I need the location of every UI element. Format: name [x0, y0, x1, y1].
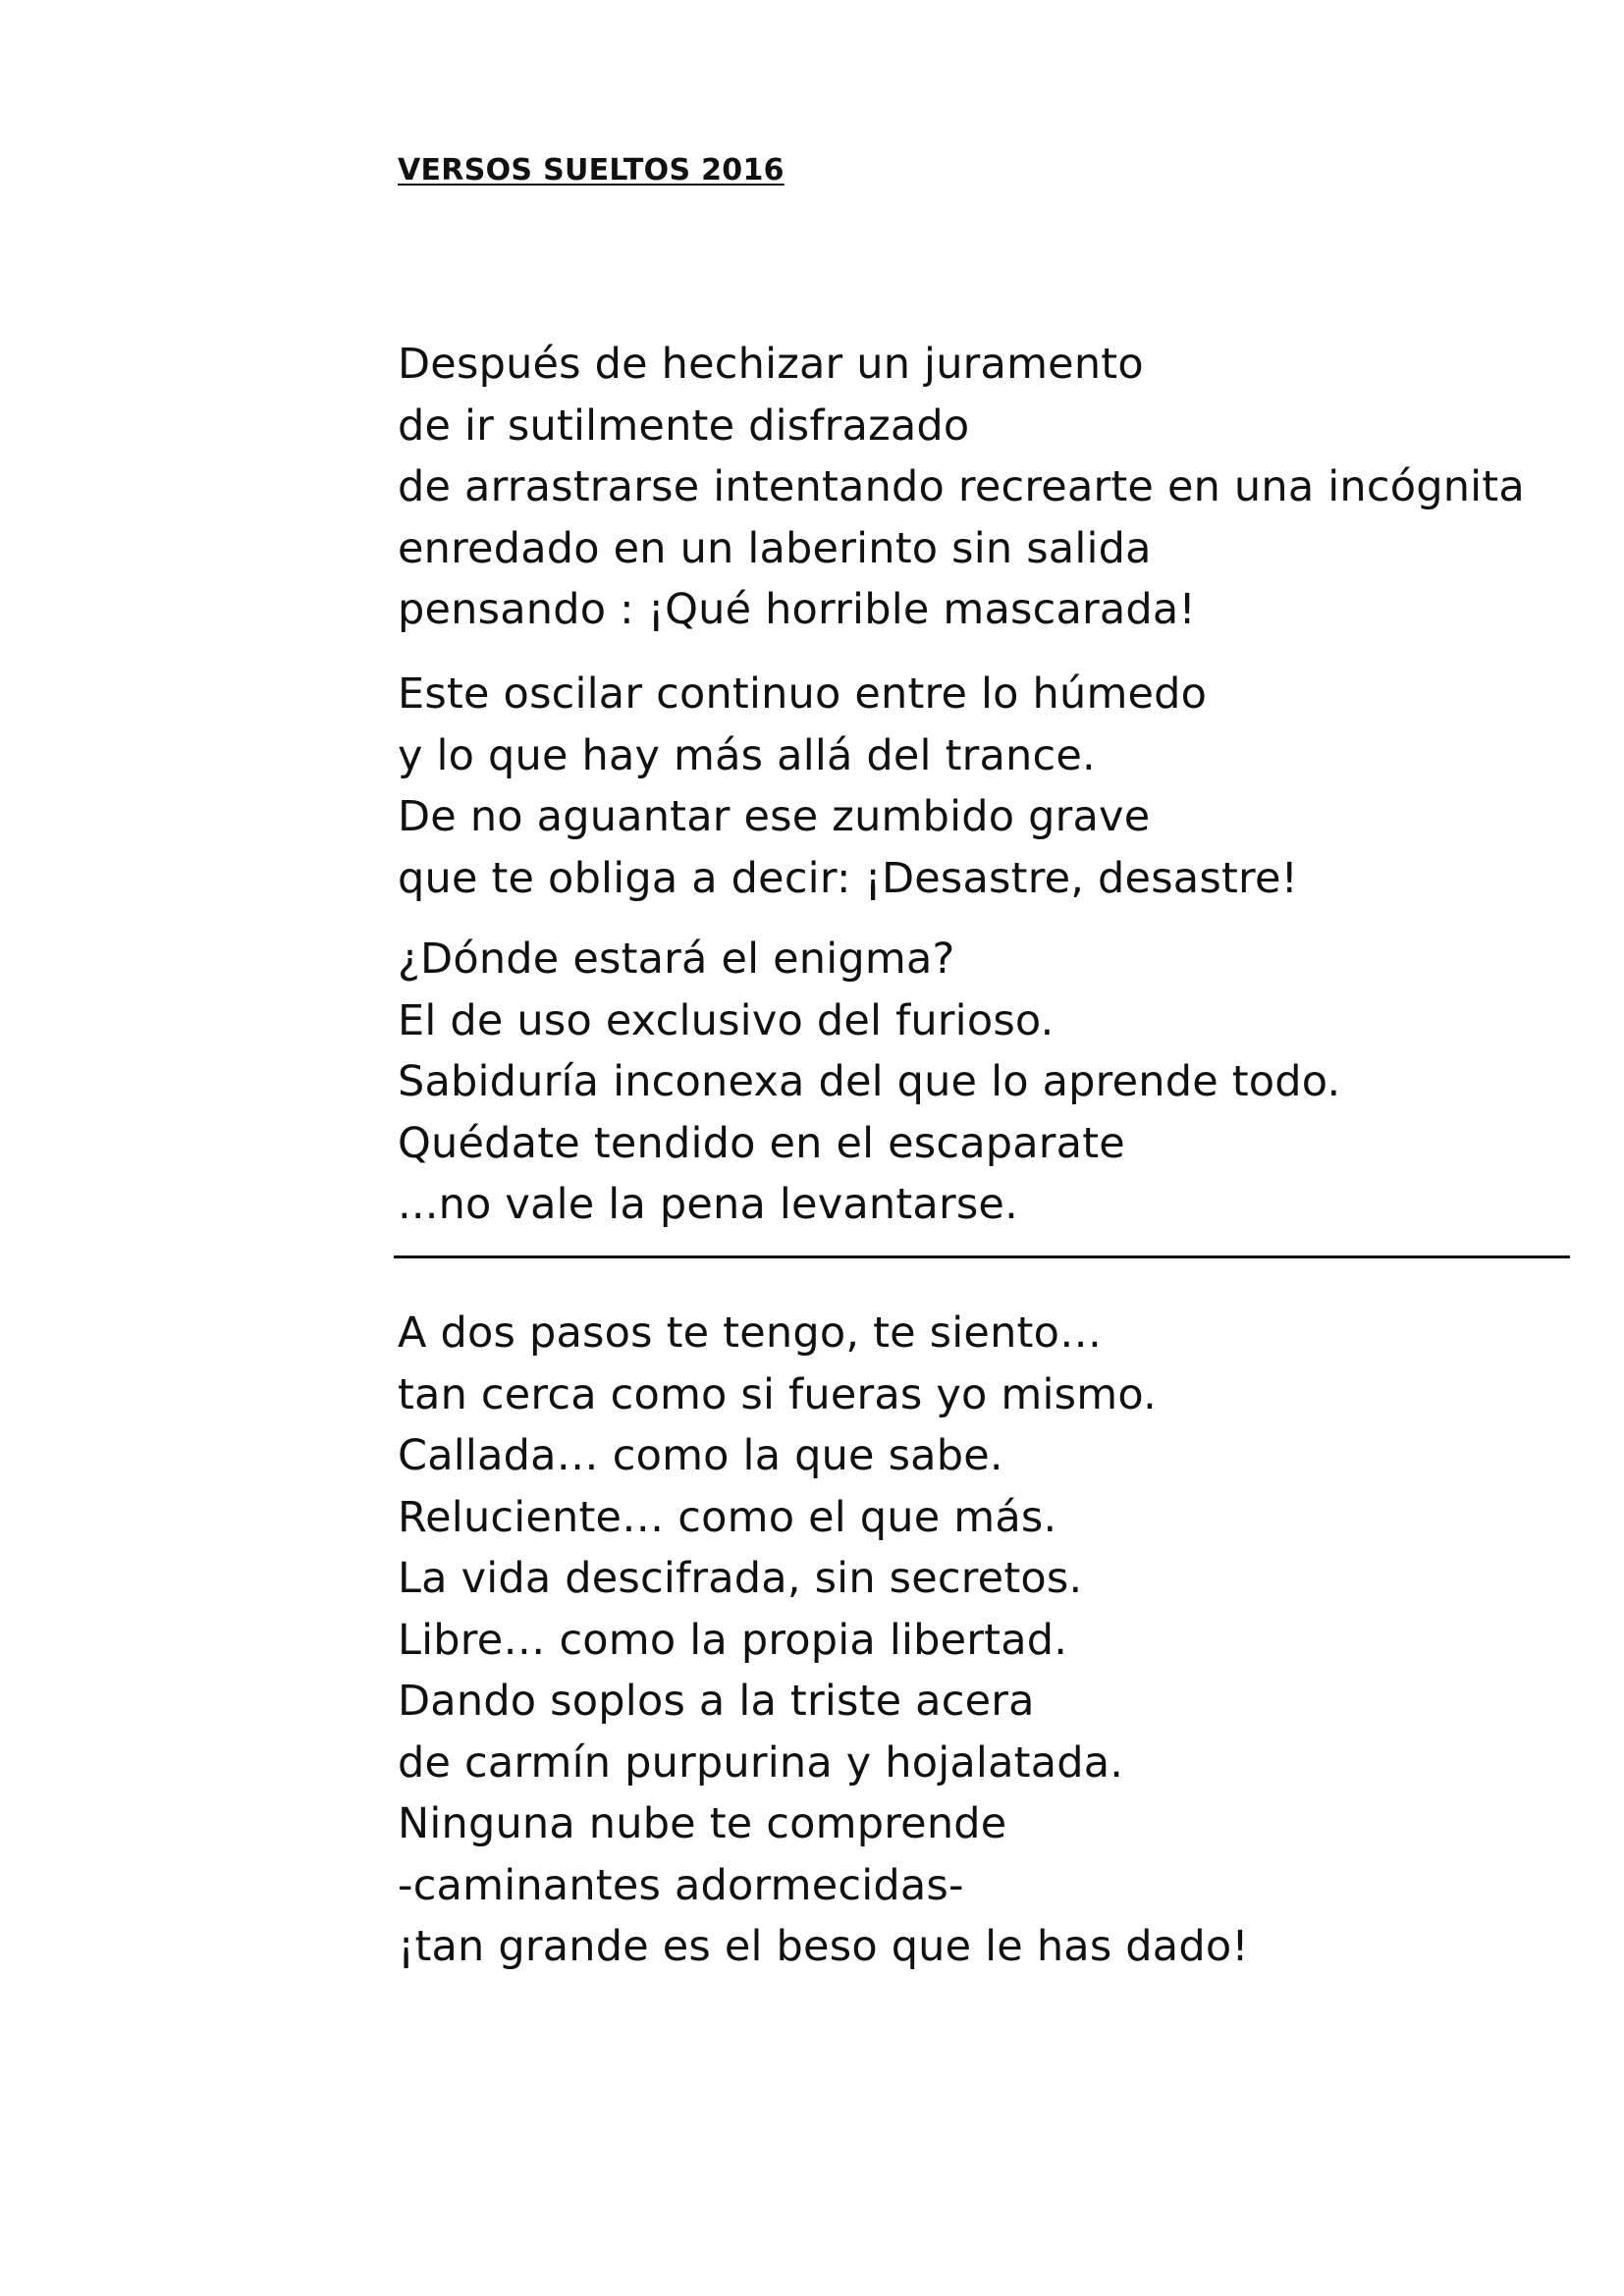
verse-line: que te obliga a decir: ¡Desastre, desastre!: [398, 853, 1299, 903]
verse-line: Este oscilar continuo entre lo húmedo: [398, 669, 1208, 719]
verse-line: pensando : ¡Qué horrible mascarada!: [398, 585, 1196, 634]
verse-line: Libre… como la propia libertad.: [398, 1615, 1068, 1665]
stanza-4: [398, 1303, 1249, 1978]
verse-line: tan cerca como si fueras yo mismo.: [398, 1369, 1157, 1419]
verse-line: de ir sutilmente disfrazado: [398, 400, 970, 451]
stanza-1: [398, 334, 1525, 641]
verse-line: de arrastrarse intentando recrearte en una incógnita: [398, 462, 1525, 511]
verse-line: -caminantes adormecidas-: [398, 1860, 964, 1910]
stanza-2: [398, 664, 1298, 909]
verse-line: y lo que hay más allá del trance.: [398, 730, 1096, 780]
verse-line: ¡tan grande es el beso que le has dado!: [398, 1922, 1249, 1971]
document-title: VERSOS SUELTOS 2016: [398, 153, 785, 187]
verse-line: Quédate tendido en el escaparate: [398, 1118, 1125, 1168]
verse-line: ...no vale la pena levantarse.: [398, 1180, 1018, 1229]
verse-line: Dando soplos a la triste acera: [398, 1677, 1035, 1726]
verse-line: Reluciente… como el que más.: [398, 1492, 1057, 1542]
stanza-3: [398, 929, 1340, 1236]
verse-line: El de uso exclusivo del furioso.: [398, 995, 1055, 1045]
verse-line: enredado en un laberinto sin salida: [398, 523, 1152, 573]
verse-line: Después de hechizar un juramento: [398, 340, 1144, 389]
verse-line: De no aguantar ese zumbido grave: [398, 792, 1151, 841]
verse-line: La vida descifrada, sin secretos.: [398, 1554, 1083, 1603]
horizontal-divider: [394, 1255, 1570, 1258]
verse-line: Sabiduría inconexa del que lo aprende todo.: [398, 1057, 1341, 1106]
verse-line: de carmín purpurina y hojalatada.: [398, 1737, 1124, 1788]
verse-line: A dos pasos te tengo, te siento…: [398, 1308, 1103, 1358]
verse-line: Ninguna nube te comprende: [398, 1799, 1007, 1848]
verse-line: ¿Dónde estará el enigma?: [398, 934, 955, 984]
verse-line: Callada… como la que sabe.: [398, 1431, 1003, 1480]
